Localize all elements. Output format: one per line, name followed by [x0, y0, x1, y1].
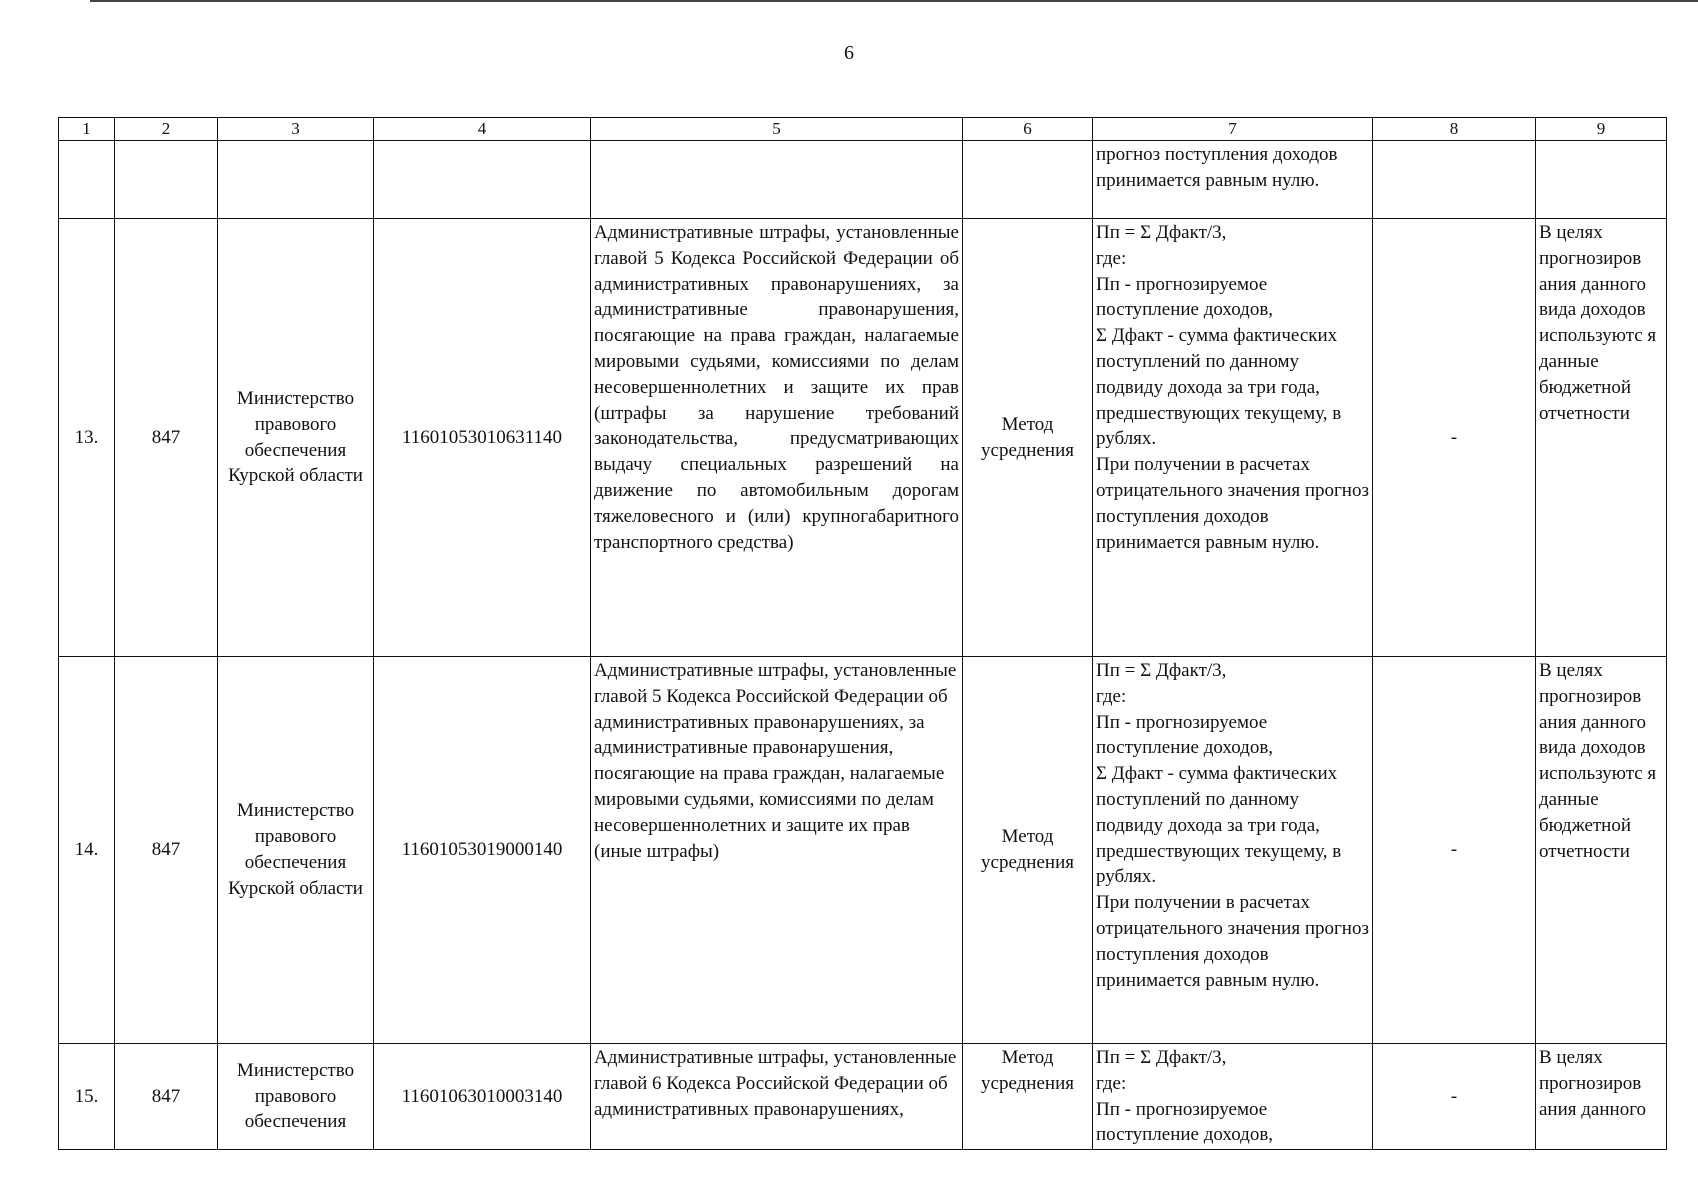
formula-line: Σ Дфакт - сумма фактических поступлений по данному подвиду дохода за три года, предшествующих текущему, в рублях. [1096, 325, 1342, 450]
note-cell: В целях прогнозиров ания данного вида доходов используютс я данные бюджетной отчетности [1536, 219, 1667, 657]
col8-value: - [1373, 219, 1536, 657]
header-cell: 4 [374, 118, 591, 141]
formula-line: Пп = Σ Дфакт/3, [1096, 1047, 1227, 1068]
formula-cell [1093, 1044, 1373, 1150]
empty-cell [1536, 141, 1667, 219]
formula-continuation: прогноз поступления доходов принимается равным нулю. [1093, 141, 1373, 219]
method-name: Метод усреднения [963, 657, 1093, 1044]
revenue-description: Административные штрафы, установленные главой 5 Кодекса Российской Федерации об административных правонарушениях, за административные правонарушения, посягающие на права граждан, налагаемые мировыми судьями, комиссиями по делам несовершеннолетних и защите их прав (иные штрафы) [591, 657, 963, 1044]
row-number: 13. [59, 219, 115, 657]
admin-code: 847 [115, 657, 218, 1044]
empty-cell [115, 141, 218, 219]
empty-cell [59, 141, 115, 219]
row-number: 15. [59, 1044, 115, 1150]
continuation-row [59, 141, 1667, 219]
revenue-forecast-table [58, 117, 1667, 1150]
note-cell: В целях прогнозиров ания данного вида доходов используютс я данные бюджетной отчетности [1536, 657, 1667, 1044]
formula-line: где: [1096, 247, 1127, 269]
formula-line: где: [1096, 685, 1127, 707]
col8-value: - [1373, 657, 1536, 1044]
method-name: Метод усреднения [963, 219, 1093, 657]
formula-line: где: [1096, 1072, 1127, 1094]
header-cell: 6 [963, 118, 1093, 141]
empty-cell [374, 141, 591, 219]
header-cell: 1 [59, 118, 115, 141]
revenue-description: Административные штрафы, установленные главой 6 Кодекса Российской Федерации об административных правонарушениях, [591, 1044, 963, 1150]
formula-line: Пп = Σ Дфакт/3, [1096, 660, 1227, 681]
formula-line: Σ Дфакт - сумма фактических поступлений по данному подвиду дохода за три года, предшествующих текущему, в рублях. [1096, 763, 1342, 888]
col8-value: - [1373, 1044, 1536, 1150]
formula-cell [1093, 219, 1373, 657]
formula-line: Пп - прогнозируемое поступление доходов, [1096, 273, 1274, 321]
method-name: Метод усреднения [963, 1044, 1093, 1150]
header-row [59, 118, 1667, 141]
revenue-description: Административные штрафы, установленные главой 5 Кодекса Российской Федерации об административных правонарушениях, за административные правонарушения, посягающие на права граждан, налагаемые мировыми судьями, комиссиями по делам несовершеннолетних и защите их прав (штрафы за нарушение требований законодательства, предусматривающих выдачу специальных разрешений на движение по автомобильным дорогам тяжеловесного и (или) крупногабаритного транспортного средства) [591, 219, 963, 657]
kbk-code: 11601053010631140 [374, 219, 591, 657]
header-cell: 7 [1093, 118, 1373, 141]
page-number: 6 [844, 42, 854, 64]
kbk-code: 11601053019000140 [374, 657, 591, 1044]
empty-cell [1373, 141, 1536, 219]
ministry-name: Министерство правового обеспечения Курской области [218, 657, 374, 1044]
formula-line: Пп - прогнозируемое поступление доходов, [1096, 1098, 1274, 1146]
header-cell: 8 [1373, 118, 1536, 141]
top-rule [90, 0, 1698, 2]
header-cell: 2 [115, 118, 218, 141]
formula-line: При получении в расчетах отрицательного значения прогноз поступления доходов принимается равным нулю. [1096, 892, 1369, 991]
formula-line: При получении в расчетах отрицательного значения прогноз поступления доходов принимается равным нулю. [1096, 454, 1369, 553]
formula-cell [1093, 657, 1373, 1044]
table-row [59, 219, 1667, 657]
header-cell: 5 [591, 118, 963, 141]
kbk-code: 11601063010003140 [374, 1044, 591, 1150]
row-number: 14. [59, 657, 115, 1044]
formula-line: Пп - прогнозируемое поступление доходов, [1096, 711, 1274, 759]
table-row [59, 657, 1667, 1044]
empty-cell [218, 141, 374, 219]
empty-cell [963, 141, 1093, 219]
ministry-name: Министерство правового обеспечения Курской области [218, 219, 374, 657]
formula-line: Пп = Σ Дфакт/3, [1096, 222, 1227, 243]
admin-code: 847 [115, 219, 218, 657]
header-cell: 3 [218, 118, 374, 141]
ministry-name: Министерство правового обеспечения [218, 1044, 374, 1150]
admin-code: 847 [115, 1044, 218, 1150]
note-cell: В целях прогнозиров ания данного [1536, 1044, 1667, 1150]
table-row [59, 1044, 1667, 1150]
empty-cell [591, 141, 963, 219]
header-cell: 9 [1536, 118, 1667, 141]
